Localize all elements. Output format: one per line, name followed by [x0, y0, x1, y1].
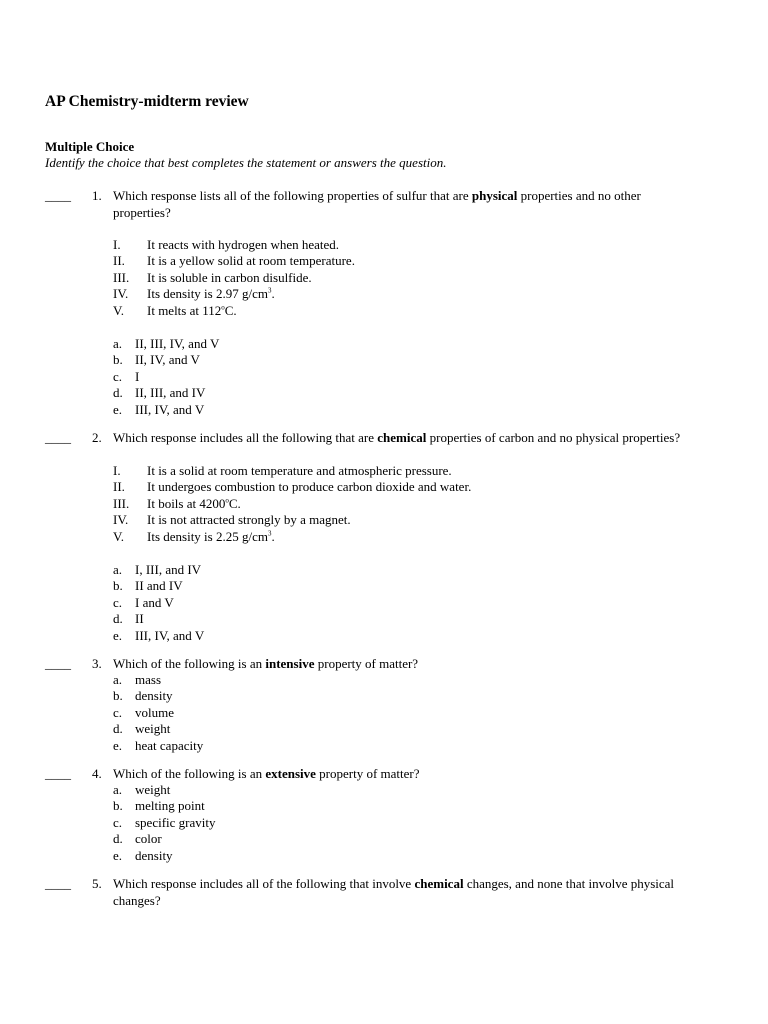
- statement-item: V. It melts at 112$^o$C.: [113, 302, 237, 318]
- choice-c[interactable]: c. specific gravity: [113, 814, 216, 830]
- statement-item: II. It is a yellow solid at room temperature.: [113, 253, 355, 269]
- statement-list: [113, 237, 355, 319]
- choice-e[interactable]: e. heat capacity: [113, 737, 204, 753]
- choice-d[interactable]: d. weight: [113, 721, 171, 737]
- statement-item: IV. Its density is 2.97 $g/cm^3$.: [113, 286, 275, 302]
- choice-d[interactable]: d. II: [113, 611, 144, 627]
- statement-item: I. It is a solid at room temperature and atmospheric pressure.: [113, 463, 452, 478]
- answer-blank[interactable]: ____: [45, 876, 71, 891]
- choice-c[interactable]: c. I: [113, 368, 140, 384]
- statement-list: [113, 463, 471, 545]
- question-stem-line2: properties?: [113, 205, 171, 220]
- question-number: 4.: [92, 766, 102, 781]
- choice-list: [113, 672, 203, 754]
- choice-e[interactable]: e. density: [113, 847, 173, 863]
- section-title: Multiple Choice: [45, 139, 135, 154]
- question-number: 1.: [92, 188, 102, 203]
- statement-item: III. It boils at 4200$^o$C.: [113, 495, 241, 511]
- question-stem: Which response lists all of the following properties of sulfur that are physical properties and no other: [113, 188, 641, 203]
- question-stem: Which response includes all of the following that involve chemical changes, and none that involve physical: [113, 876, 675, 891]
- question-stem: Which of the following is an intensive property of matter?: [113, 656, 419, 671]
- statement-item: IV. It is not attracted strongly by a magnet.: [113, 512, 351, 528]
- choice-a[interactable]: a. weight: [113, 782, 171, 797]
- answer-blank[interactable]: ____: [45, 766, 71, 781]
- choice-list: [113, 782, 216, 864]
- question-stem: Which response includes all the following that are chemical properties of carbon and no physical properties?: [113, 430, 681, 445]
- choice-b[interactable]: b. II and IV: [113, 578, 183, 594]
- choice-b[interactable]: b. II, IV, and V: [113, 352, 200, 368]
- answer-blank[interactable]: ____: [45, 188, 71, 203]
- choice-c[interactable]: c. volume: [113, 704, 174, 720]
- choice-d[interactable]: d. color: [113, 831, 162, 847]
- question-stem: Which of the following is an extensive property of matter?: [113, 766, 420, 781]
- choice-b[interactable]: b. density: [113, 688, 173, 704]
- answer-blank[interactable]: ____: [45, 656, 71, 671]
- choice-b[interactable]: b. melting point: [113, 798, 205, 814]
- question-number: 3.: [92, 656, 102, 671]
- page-title: AP Chemistry-midterm review: [45, 93, 249, 110]
- choice-a[interactable]: a. I, III, and IV: [113, 562, 202, 577]
- question-number: 2.: [92, 430, 102, 445]
- choice-e[interactable]: e. III, IV, and V: [113, 401, 205, 417]
- choice-list: [113, 336, 219, 418]
- choice-a[interactable]: a. II, III, IV, and V: [113, 336, 220, 351]
- choice-list: [113, 562, 204, 644]
- section-instructions: Identify the choice that best completes the statement or answers the question.: [45, 155, 447, 170]
- choice-a[interactable]: a. mass: [113, 672, 161, 687]
- choice-c[interactable]: c. I and V: [113, 594, 174, 610]
- choice-d[interactable]: d. II, III, and IV: [113, 385, 206, 401]
- choice-e[interactable]: e. III, IV, and V: [113, 627, 205, 643]
- statement-item: V. Its density is 2.25 $g/cm^3$.: [113, 528, 275, 544]
- question-stem-line2: changes?: [113, 893, 161, 908]
- answer-blank[interactable]: ____: [45, 430, 71, 445]
- statement-item: II. It undergoes combustion to produce carbon dioxide and water.: [113, 479, 472, 495]
- statement-item: III. It is soluble in carbon disulfide.: [113, 269, 312, 285]
- question-number: 5.: [92, 876, 102, 891]
- statement-item: I. It reacts with hydrogen when heated.: [113, 237, 340, 252]
